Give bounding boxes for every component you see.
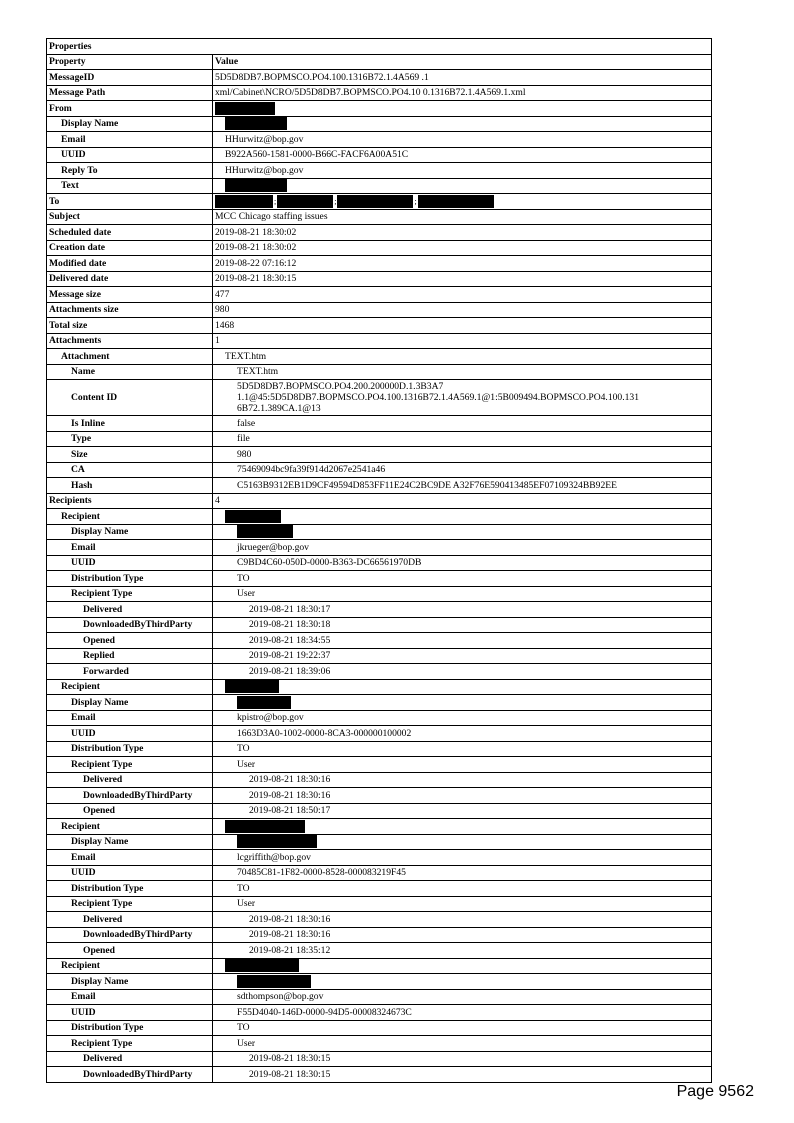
redaction-block [277,195,333,208]
property-name: Display Name [47,695,213,711]
property-name: UUID [47,1005,213,1021]
property-name: Message size [47,287,213,303]
redaction-block [237,525,293,538]
table-row [47,1036,712,1052]
table-row [47,788,712,804]
table-row [47,633,712,649]
property-value: 2019-08-21 18:30:16 [213,912,712,928]
property-value: HHurwitz@bop.gov [213,163,712,179]
table-row [47,881,712,897]
table-row [47,540,712,556]
table-row [47,648,712,664]
table-row [47,1020,712,1036]
table-row [47,509,712,525]
property-value: User [213,586,712,602]
property-name: UUID [47,726,213,742]
property-value [213,509,712,525]
table-row [47,679,712,695]
property-name: Opened [47,633,213,649]
redaction-block [215,102,275,115]
table-row [47,571,712,587]
property-name: Is Inline [47,416,213,432]
redaction-block [225,117,287,130]
table-row [47,431,712,447]
redaction-block [225,959,299,972]
table-title-row [47,39,712,55]
property-value: 75469094bc9fa39f914d2067e2541a46 [213,462,712,478]
property-name: Distribution Type [47,1020,213,1036]
property-name: Distribution Type [47,881,213,897]
property-value [213,974,712,990]
table-row [47,695,712,711]
redaction-block [225,179,287,192]
property-name: Type [47,431,213,447]
redaction-block [337,195,413,208]
property-name: Attachments [47,333,213,349]
property-name: Distribution Type [47,741,213,757]
table-row [47,493,712,509]
table-row [47,462,712,478]
property-name: Modified date [47,256,213,272]
property-name: Email [47,989,213,1005]
property-value [213,695,712,711]
table-row [47,865,712,881]
property-name: Display Name [47,116,213,132]
redaction-block [237,696,291,709]
table-row [47,803,712,819]
table-row [47,478,712,494]
property-value: B922A560-1581-0000-B66C-FACF6A00A51C [213,147,712,163]
property-value: TO [213,881,712,897]
property-name: Attachments size [47,302,213,318]
table-row [47,1067,712,1083]
property-name: Email [47,710,213,726]
property-value: 2019-08-21 18:50:17 [213,803,712,819]
redaction-block [237,975,311,988]
property-name: Message Path [47,85,213,101]
property-name: UUID [47,865,213,881]
property-name: Replied [47,648,213,664]
table-row [47,772,712,788]
property-name: DownloadedByThirdParty [47,617,213,633]
property-value: 2019-08-21 18:35:12 [213,943,712,959]
property-value: 1 [213,333,712,349]
property-value: 1468 [213,318,712,334]
table-row [47,287,712,303]
table-row [47,349,712,365]
property-value: 2019-08-21 18:39:06 [213,664,712,680]
table-row [47,1005,712,1021]
property-name: Email [47,540,213,556]
property-name: Name [47,364,213,380]
table-row [47,178,712,194]
property-name: Recipient [47,819,213,835]
property-value: C5163B9312EB1D9CF49594D853FF11E24C2BC9DE A32F76E590413485EF07109324BB92EE [213,478,712,494]
property-name: Delivered [47,772,213,788]
table-row [47,163,712,179]
table-row [47,209,712,225]
table-row [47,912,712,928]
table-row [47,586,712,602]
property-value [213,116,712,132]
property-name: DownloadedByThirdParty [47,788,213,804]
property-name: UUID [47,555,213,571]
property-value: 2019-08-21 18:30:18 [213,617,712,633]
table-row [47,989,712,1005]
table-row [47,70,712,86]
property-name: Display Name [47,524,213,540]
table-row [47,271,712,287]
table-row [47,333,712,349]
table-row [47,958,712,974]
table-row [47,726,712,742]
property-name: UUID [47,147,213,163]
property-name: Distribution Type [47,571,213,587]
property-name: MessageID [47,70,213,86]
table-row [47,927,712,943]
property-name: DownloadedByThirdParty [47,1067,213,1083]
property-value: MCC Chicago staffing issues [213,209,712,225]
property-name: Delivered date [47,271,213,287]
property-name: Display Name [47,974,213,990]
property-value: file [213,431,712,447]
property-value: 2019-08-21 18:30:02 [213,240,712,256]
property-name: Forwarded [47,664,213,680]
property-value: 2019-08-21 18:30:17 [213,602,712,618]
property-value: 2019-08-21 18:30:16 [213,927,712,943]
property-value: User [213,896,712,912]
property-value: 2019-08-21 18:30:16 [213,772,712,788]
property-value: 2019-08-21 18:30:15 [213,271,712,287]
property-value [213,524,712,540]
properties-table-body [47,39,712,1083]
property-name: Recipient Type [47,586,213,602]
property-name: Total size [47,318,213,334]
table-row [47,819,712,835]
property-value: C9BD4C60-050D-0000-B363-DC66561970DB [213,555,712,571]
property-name: Recipient Type [47,757,213,773]
property-value [213,101,712,117]
property-value [213,958,712,974]
property-name: Delivered [47,1051,213,1067]
table-row [47,147,712,163]
property-name: Delivered [47,912,213,928]
table-row [47,447,712,463]
redaction-block [237,835,317,848]
property-value: 2019-08-21 18:34:55 [213,633,712,649]
property-value: User [213,757,712,773]
property-value: 70485C81-1F82-0000-8528-000083219F45 [213,865,712,881]
property-name: Delivered [47,602,213,618]
property-name: Reply To [47,163,213,179]
property-name: Hash [47,478,213,494]
table-row [47,710,712,726]
property-value: F55D4040-146D-0000-94D5-00008324673C [213,1005,712,1021]
property-value: 980 [213,302,712,318]
separator: ; [274,196,277,206]
property-name: Scheduled date [47,225,213,241]
property-name: Text [47,178,213,194]
table-row [47,741,712,757]
redaction-block [215,195,273,208]
table-row [47,524,712,540]
table-row [47,974,712,990]
separator: ; [414,196,417,206]
table-row [47,380,712,416]
table-row [47,555,712,571]
property-name: CA [47,462,213,478]
property-name: DownloadedByThirdParty [47,927,213,943]
table-row [47,664,712,680]
property-value: 5D5D8DB7.BOPMSCO.PO4.100.1316B72.1.4A569 .1 [213,70,712,86]
property-name: Recipient Type [47,1036,213,1052]
property-value: 5D5D8DB7.BOPMSCO.PO4.200.200000D.1.3B3A7 1.1@45:5D5D8DB7.BOPMSCO.PO4.100.1316B72.1.4A569.1@1:5B009494.BOPMSCO.PO4.100.131 6B72.1.389CA.1@13 [213,380,712,416]
property-value: kpistro@bop.gov [213,710,712,726]
table-row [47,602,712,618]
property-name: Attachment [47,349,213,365]
table-header-row [47,54,712,70]
header-value: Value [213,54,712,70]
table-row [47,850,712,866]
table-row [47,116,712,132]
table-row [47,416,712,432]
property-value: TEXT.htm [213,364,712,380]
property-value: User [213,1036,712,1052]
property-name: Recipients [47,493,213,509]
property-name: Content ID [47,380,213,416]
table-row [47,225,712,241]
property-name: Subject [47,209,213,225]
separator: ; [334,196,337,206]
property-name: Opened [47,943,213,959]
properties-table [46,38,712,1083]
redaction-block [225,680,279,693]
table-row [47,896,712,912]
table-row [47,318,712,334]
property-value: TO [213,1020,712,1036]
property-value: sdthompson@bop.gov [213,989,712,1005]
property-value [213,834,712,850]
redaction-block [225,820,305,833]
property-value: 4 [213,493,712,509]
property-name: Recipient Type [47,896,213,912]
property-name: Recipient [47,958,213,974]
property-value: lcgriffith@bop.gov [213,850,712,866]
table-row [47,757,712,773]
page-number: Page 9562 [676,1083,754,1100]
property-name: Email [47,132,213,148]
property-value: 2019-08-22 07:16:12 [213,256,712,272]
property-name: Opened [47,803,213,819]
table-row [47,101,712,117]
property-value [213,679,712,695]
property-name: Size [47,447,213,463]
table-row [47,834,712,850]
property-name: From [47,101,213,117]
table-row [47,132,712,148]
table-row [47,1051,712,1067]
table-row [47,364,712,380]
property-name: Recipient [47,679,213,695]
property-value [213,178,712,194]
property-value: 2019-08-21 18:30:02 [213,225,712,241]
property-value [213,819,712,835]
property-value: 980 [213,447,712,463]
property-value: false [213,416,712,432]
table-row [47,943,712,959]
header-property: Property [47,54,213,70]
property-value: 2019-08-21 18:30:15 [213,1067,712,1083]
table-row [47,617,712,633]
property-value: TEXT.htm [213,349,712,365]
property-value: 1663D3A0-1002-0000-8CA3-000000100002 [213,726,712,742]
redaction-block [418,195,494,208]
property-value: 2019-08-21 18:30:15 [213,1051,712,1067]
property-value [213,194,712,210]
property-name: Creation date [47,240,213,256]
redaction-block [225,510,281,523]
table-row [47,85,712,101]
property-value: HHurwitz@bop.gov [213,132,712,148]
property-name: To [47,194,213,210]
property-value: 2019-08-21 19:22:37 [213,648,712,664]
table-row [47,194,712,210]
property-name: Display Name [47,834,213,850]
property-value: jkrueger@bop.gov [213,540,712,556]
property-value: TO [213,741,712,757]
property-value: 477 [213,287,712,303]
table-row [47,302,712,318]
property-value: xml/Cabinet\NCRO/5D5D8DB7.BOPMSCO.PO4.10 0.1316B72.1.4A569.1.xml [213,85,712,101]
property-value: TO [213,571,712,587]
property-name: Recipient [47,509,213,525]
property-value: 2019-08-21 18:30:16 [213,788,712,804]
table-row [47,256,712,272]
property-name: Email [47,850,213,866]
table-title: Properties [47,39,712,55]
table-row [47,240,712,256]
